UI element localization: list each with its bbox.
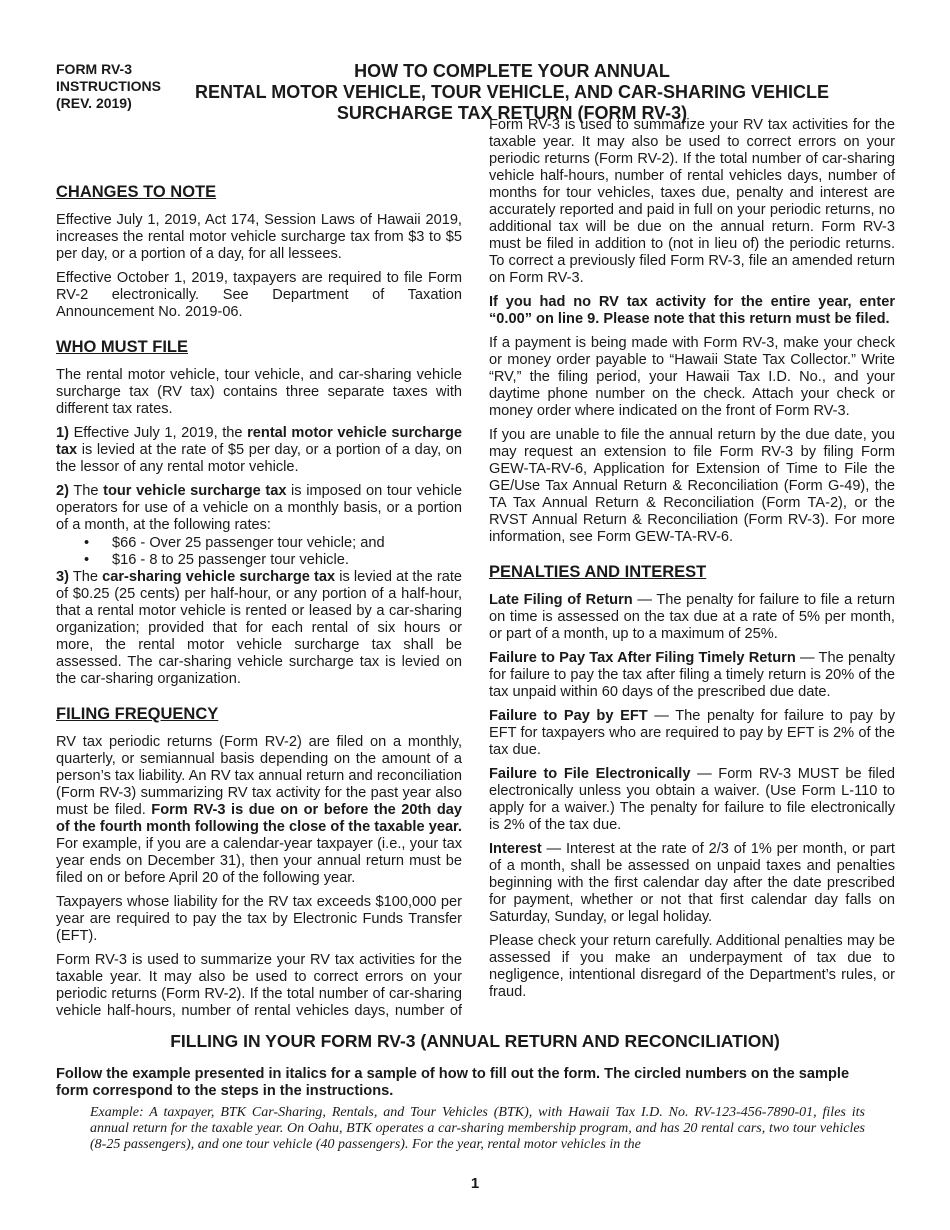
paragraph: Form RV-3 is used to summarize your RV tax activities for the taxable year. It may also be used to correct errors on your periodic returns (Form RV-2). If the total number of car-sharing vehicle half-hours, number of rental vehicles days, number of — [56, 952, 462, 1019]
title-line: RENTAL MOTOR VEHICLE, TOUR VEHICLE, AND CAR-SHARING VEHICLE — [194, 82, 830, 102]
filing-frequency-heading: FILING FREQUENCY — [56, 705, 219, 723]
paragraph: If you are unable to file the annual return by the due date, you may request an extension to file Form RV-3 by filing Form GEW-TA-RV-6, Application for Extension of Time to File the GE/Use Tax Annual Return & Reconciliation (Form G-49), the TA Tax Annual Return & Reconciliation (Form TA-2), or the RVST Annual Return & Reconciliation (Form RV-3). For more information, see Form GEW-TA-RV-6. — [489, 427, 895, 545]
paragraph: The rental motor vehicle, tour vehicle, and car-sharing vehicle surcharge tax (RV tax) contains three separate taxes with different tax rates. — [56, 367, 462, 417]
paragraph-continued: Form RV-3 is used to summarize your RV tax activities for the taxable year. It may also be used to correct errors on your periodic returns (Form RV-2). If the total number of car-sharing vehicle half-hours, number of rental vehicles days, number of months for tour vehicles, taxes due, penalty and interest are accurately reported and paid in full on your periodic returns, no additional tax will be due on the annual return. Form RV-3 must be filed in addition to (not in lieu of) the periodic returns. To correct a previously filed Form RV-3, file an amended return on Form RV-3. — [489, 117, 895, 286]
paragraph: Effective October 1, 2019, taxpayers are required to file Form RV-2 electronically. See Department of Taxation Announcement No. 2019-06. — [56, 270, 462, 320]
paragraph: If you had no RV tax activity for the entire year, enter “0.00” on line 9. Please note that this return must be filed. — [489, 294, 895, 327]
page-number: 1 — [470, 1175, 480, 1192]
tax-item-1: 1) Effective July 1, 2019, the rental motor vehicle surcharge tax is levied at the rate of $5 per day, or a portion of a day, on the lessor of any rental motor vehicle. — [56, 425, 462, 475]
page-title — [180, 61, 844, 124]
paragraph: Effective July 1, 2019, Act 174, Session Laws of Hawaii 2019, increases the rental motor vehicle surcharge tax from $3 to $5 per day, or a portion of a day, for all lessees. — [56, 212, 462, 262]
paragraph: Please check your return carefully. Additional penalties may be assessed if you make an underpayment of tax due to negligence, intentional disregard of the Department’s rules, or fraud. — [489, 933, 895, 1000]
paragraph: RV tax periodic returns (Form RV-2) are filed on a monthly, quarterly, or semiannual basis depending on the amount of a person’s tax liability. An RV tax annual return and reconciliation (Form RV-3) summarizing RV tax activity for the past year also must be filed. Form RV-3 is due on or before the 20th day of the fourth month following the close of the taxable year. For example, if you are a calendar-year taxpayer (i.e., your tax year ends on December 31), then your annual return must be filed on or before April 20 of the following year. — [56, 734, 462, 886]
follow-instructions: Follow the example presented in italics for a sample of how to fill out the form. The circled numbers on the sample form correspond to the steps in the instructions. — [56, 1066, 850, 1099]
title-line: HOW TO COMPLETE YOUR ANNUAL — [354, 61, 670, 81]
list-item: • $66 - Over 25 passenger tour vehicle; and — [112, 535, 462, 552]
form-identifier — [56, 61, 161, 112]
filling-heading: FILLING IN YOUR FORM RV-3 (ANNUAL RETURN AND RECONCILIATION) — [170, 1031, 780, 1051]
penalties-heading: PENALTIES AND INTEREST — [489, 563, 707, 581]
who-must-file-heading: WHO MUST FILE — [56, 338, 188, 356]
left-column — [56, 182, 462, 1020]
right-column — [489, 117, 896, 1008]
paragraph: If a payment is being made with Form RV-3, make your check or money order payable to “Hawaii State Tax Collector.” Write “RV,” the filing period, your Hawaii Tax I.D. No., and your daytime phone number on the check. Attach your check or money order where indicated on the front of Form RV-3. — [489, 335, 895, 419]
paragraph: Failure to File Electronically — Form RV-3 MUST be filed electronically unless you obtain a waiver. (Use Form L-110 to apply for a waiver.) The penalty for failure to file electronically is 2% of the tax due. — [489, 766, 895, 833]
paragraph: Failure to Pay by EFT — The penalty for failure to pay by EFT for taxpayers who are required to pay by EFT is 2% of the tax due. — [489, 708, 896, 758]
paragraph: Taxpayers whose liability for the RV tax exceeds $100,000 per year are required to pay the tax by Electronic Funds Transfer (EFT). — [56, 894, 462, 944]
form-id-line: FORM RV-3 — [56, 61, 132, 77]
paragraph: Late Filing of Return — The penalty for failure to file a return on time is assessed on the tax due at a rate of 5% per month, or part of a month, up to a maximum of 25%. — [489, 592, 895, 642]
tour-rate-list — [56, 535, 462, 569]
form-id-line: INSTRUCTIONS — [56, 78, 161, 94]
paragraph: Interest — Interest at the rate of 2/3 of 1% per month, or part of a month, shall be assessed on unpaid taxes and penalties beginning with the first calendar day after the date prescribed for payment, whether or not that first calendar day falls on Saturday, Sunday, or legal holiday. — [489, 841, 895, 925]
example-text: Example: A taxpayer, BTK Car-Sharing, Rentals, and Tour Vehicles (BTK), with Hawaii Tax I.D. No. RV-123-456-7890-01, files its annual return for the taxable year. On Oahu, BTK operates a car-sharing membership program, and has 20 rental cars, two tour vehicles (8-25 passengers), and one tour vehicle (40 passengers). For the year, rental motor vehicles in the — [90, 1105, 865, 1152]
form-id-line: (REV. 2019) — [56, 95, 132, 111]
paragraph: Failure to Pay Tax After Filing Timely Return — The penalty for failure to pay the tax after filing a timely return is 20% of the tax unpaid within 60 days of the prescribed due date. — [489, 650, 896, 700]
tax-item-2: 2) The tour vehicle surcharge tax is imposed on tour vehicle operators for use of a vehicle on a monthly basis, or a portion of a month, at the following rates: — [56, 483, 463, 533]
list-item: • $16 - 8 to 25 passenger tour vehicle. — [112, 552, 462, 569]
tax-item-3: 3) The car-sharing vehicle surcharge tax is levied at the rate of $0.25 (25 cents) per half-hour, or any portion of a half-hour, that a rental motor vehicle is rented or leased by a car-sharing organization; provided that for each rental of six hours or more, the rental motor vehicle surcharge tax shall be assessed. The car-sharing vehicle surcharge tax is levied on the car-sharing organization. — [56, 569, 462, 687]
changes-heading: CHANGES TO NOTE — [56, 183, 217, 201]
title-line: SURCHARGE TAX RETURN (FORM RV-3) — [336, 103, 688, 123]
